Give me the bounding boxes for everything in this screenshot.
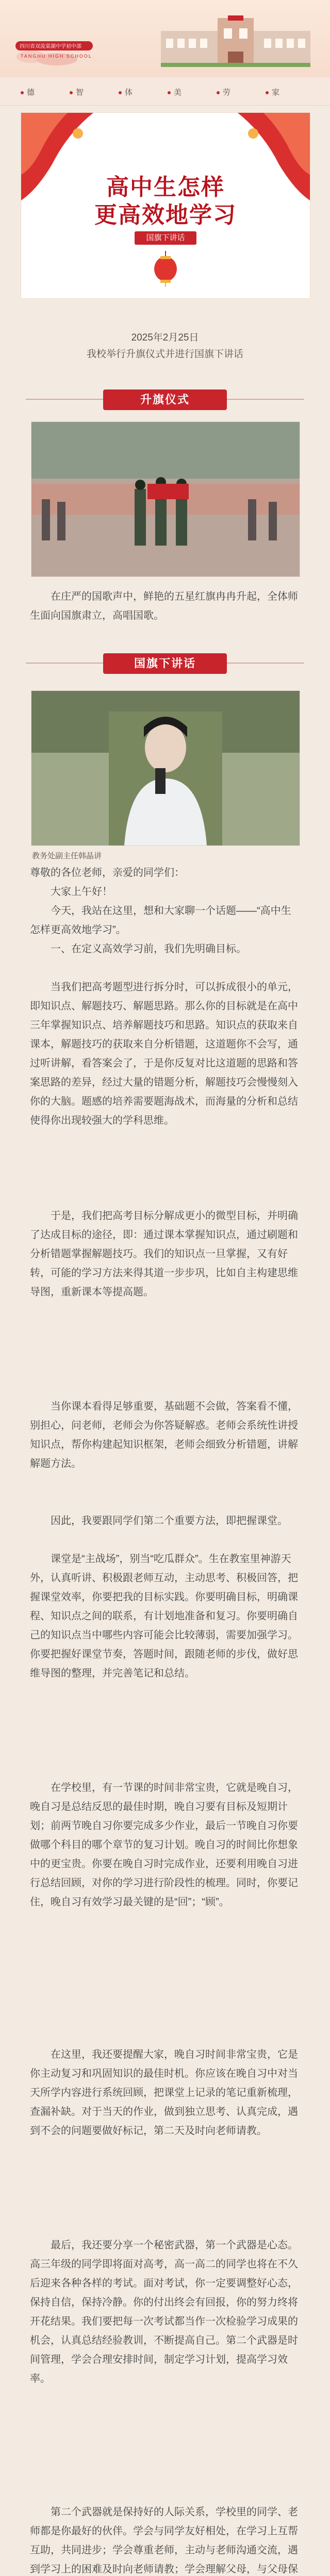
nav-item-mei[interactable]: 美	[168, 87, 182, 97]
school-logo-sub: TANGHU HIGH SCHOOL	[21, 54, 92, 59]
speaker-caption: 教务处副主任韩晶讲	[32, 852, 102, 860]
speaker-photo	[31, 690, 300, 846]
nav-item-de[interactable]: 德	[21, 87, 35, 97]
speech-badge: 国旗下讲话	[135, 231, 196, 245]
flag-raising-photo	[31, 421, 300, 577]
event-subtitle: 我校举行升旗仪式并进行国旗下讲话	[86, 349, 243, 360]
paragraph-9: 在这里，我还要提醒大家，晚自习时间非常宝贵，它是你主动复习和巩固知识的最佳时机。你应该在晚自习中对当天所学内容进行系统回顾，把课堂上记录的笔记重新梳理，查漏补缺。对于当天的作业，做到独立思考、认真完成，遇到不会的问题要做好标记，第二天及时向老师请教。	[30, 2049, 298, 2137]
school-building-illustration	[161, 15, 310, 67]
section-title: 升旗仪式	[140, 393, 190, 406]
paragraph-5: 当你课本看得足够重要，基础题不会做，答案看不懂，别担心，问老师，老师会为你答疑解惑。老师会系统性讲授知识点，帮你构建起知识框架，老师会细致分析错题，讲解解题方法。	[30, 1401, 298, 1469]
paragraph-8: 在学校里，有一节课的时间非常宝贵，它就是晚自习，晚自习是总结反思的最佳时期，晚自习要有目标及短期计划；前两节晚自习你要完成多少作业，最后一节晚自习你要做哪个科目的哪个章节的复习计划。晚自习的时间比你想象中的更宝贵。你要在晚自习时完成作业，还要利用晚自习进行总结回顾，对你的学习进行阶段性的梳理。同时，你要记住，晚自习有效学习最关键的是“回”；“顾”。	[30, 1782, 298, 1908]
section-title: 国旗下讲话	[134, 657, 196, 670]
title-card	[21, 112, 310, 299]
nav-item-lao[interactable]: 劳	[217, 87, 230, 97]
nav-item-jia[interactable]: 家	[266, 87, 279, 97]
lantern-icon	[150, 251, 181, 287]
paragraph-4: 于是，我们把高考目标分解成更小的微型目标，并明确了达成目标的途径，即：通过课本掌握知识点，通过刷题和分析错题掌握解题技巧。我们的知识点一旦掌握，又有好转，可能的学习方法来得其道一步步巩，比如自主构建思维导图，重新课本等提高题。	[30, 1210, 298, 1298]
nav-item-ti[interactable]: 体	[119, 87, 133, 97]
cloud-decoration	[15, 36, 88, 67]
paragraph-7: 课堂是“主战场”，别当“吃瓜群众”。生在教室里神游天外，认真听讲、积极跟老师互动，主动思考、积极回答，把握课堂效率，你要把我的目标实践。你要明确目标，明确课程、知识点之间的联系，有计划地准备和复习。你要明确自己的知识点当中哪些内容可能会比较薄弱，需要加强学习。你要把握好课堂节奏，答题时间，跟随老师的步伐，做好思维导图的整理，并完善笔记和总结。	[30, 1553, 298, 1679]
section-header-speech	[88, 645, 242, 681]
category-nav	[0, 77, 330, 106]
publish-date: 2025年2月25日	[131, 332, 199, 343]
paragraph-6: 因此，我要跟同学们第二个重要方法，即把握课堂。	[51, 1515, 288, 1527]
section-header-flag-raising	[88, 381, 242, 417]
paragraph-3: 当我们把高考题型进行拆分时，可以拆成很小的单元，即知识点、解题技巧、解题思路。那么你的目标就是在高中三年掌握知识点、培养解题技巧和思路。知识点的获取来自课本，解题技巧的获取来自分析错题，这道题你不会写，通过听讲解，看答案会了，于是你反复对比这道题的思路和答案思路的差异，经过大量的错题分析，解题技巧会慢慢刻入你的大脑。题感的培养需要题海战术，而海量的分析和总结使得你出现较强大的学科思维。	[30, 981, 298, 1126]
school-logo-text: 四川省双流棠湖中学初中部	[20, 44, 81, 49]
nav-item-zhi[interactable]: 智	[70, 87, 84, 97]
title-line-1: 高中生怎样	[106, 175, 225, 200]
paragraph-2: 一、在定义高效学习前，我们先明确目标。	[51, 943, 246, 955]
title-line-2: 更高效地学习	[94, 202, 237, 228]
paragraph-intro: 在庄严的国歌声中，鲜艳的五星红旗冉冉升起，全体师生面向国旗肃立，高唱国歌。	[30, 591, 298, 621]
hello: 大家上午好！	[51, 886, 112, 897]
header-banner	[0, 0, 330, 77]
greeting: 尊敬的各位老师，亲爱的同学们：	[30, 867, 185, 878]
paragraph-10: 最后，我还要分享一个秘密武器，第一个武器是心态。高三年级的同学即将面对高考，高一高二的同学也将在不久后迎来各种各样的考试。面对考试，你一定要调整好心态，保持自信，保持冷静。你的付出终会有回报，你的努力终将开花结果。我们要把每一次考试都当作一次检验学习成果的机会，认真总结经验教训，不断提高自己。第二个武器是时间管理，学会合理安排时间，制定学习计划，提高学习效率。	[30, 2240, 298, 2384]
paragraph-11: 第二个武器就是保持好的人际关系，学校里的同学、老师都是你最好的伙伴。学会与同学友好相处，在学习上互帮互助，共同进步；学会尊重老师，主动与老师沟通交流，遇到学习上的困难及时向老师请教；学会理解父母，与父母保	[30, 2506, 298, 2575]
paragraph-1: 今天，我站在这里，想和大家聊一个话题——“高中生怎样更高效地学习”。	[30, 905, 291, 936]
